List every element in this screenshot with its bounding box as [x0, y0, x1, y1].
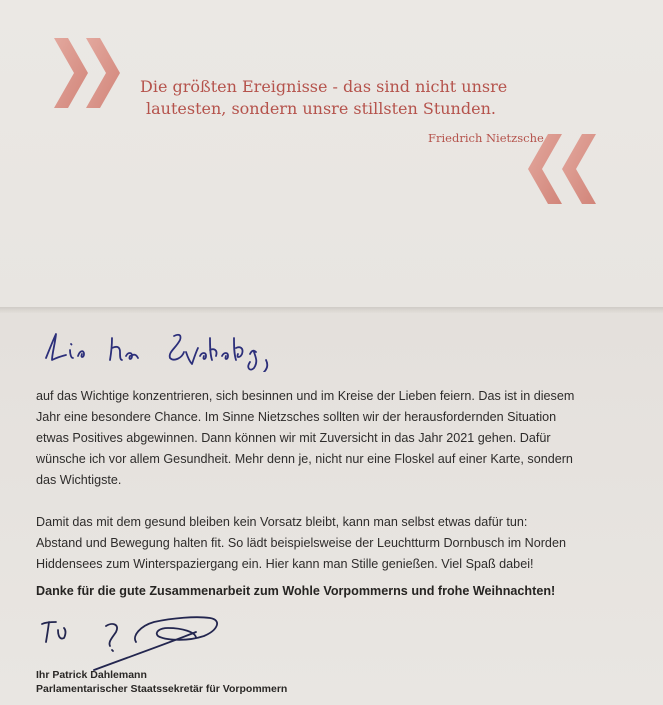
chevron-shape	[86, 38, 120, 108]
text-line: wünsche ich vor allem Gesundheit. Mehr denn je, nicht nur eine Floskel auf einer Karte, sondern	[36, 452, 573, 466]
text-line: etwas Positives abgewinnen. Dann können wir mit Zuversicht in das Jahr 2021 gehen. Dafür	[36, 431, 551, 445]
text-line: Hiddensees zum Winterspaziergang ein. Hier kann man Stille genießen. Viel Spaß dabei!	[36, 557, 534, 571]
text-line: auf das Wichtige konzentrieren, sich besinnen und im Kreise der Lieben feiern. Das ist in diesem	[36, 389, 575, 403]
chevron-shape	[54, 38, 88, 108]
quote-line: Die größten Ereignisse - das sind nicht unsre	[140, 77, 508, 96]
text-line: Jahr eine besondere Chance. Im Sinne Nietzsches sollten wir der herausfordernden Situation	[36, 410, 557, 424]
sender-name: Ihr Patrick Dahlemann	[36, 669, 147, 681]
chevron-shape	[562, 134, 596, 204]
letter-body	[36, 386, 636, 575]
handwritten-salutation	[40, 328, 300, 372]
quote-author: Friedrich Nietzsche	[428, 131, 544, 145]
closing-line: Danke für die gute Zusammenarbeit zum Wohle Vorpommerns und frohe Weihnachten!	[36, 584, 556, 598]
text-line: Abstand und Bewegung halten fit. So lädt beispielsweise der Leuchtturm Dornbusch im Norden	[36, 536, 566, 550]
handwritten-signature	[36, 610, 236, 674]
quote-text	[140, 76, 520, 120]
text-line: das Wichtigste.	[36, 473, 122, 487]
closing-quote-chevron-icon	[524, 130, 600, 208]
paragraph-2	[36, 512, 636, 575]
opening-quote-chevron-icon	[52, 34, 126, 112]
paragraph-1	[36, 386, 636, 491]
sender-title: Parlamentarischer Staatssekretär für Vorpommern	[36, 683, 288, 695]
text-line: Damit das mit dem gesund bleiben kein Vorsatz bleibt, kann man selbst etwas dafür tun:	[36, 515, 528, 529]
sender-block	[36, 668, 287, 696]
chevron-shape	[528, 134, 562, 204]
quote-line: lautesten, sondern unsre stillsten Stunden.	[146, 99, 496, 118]
